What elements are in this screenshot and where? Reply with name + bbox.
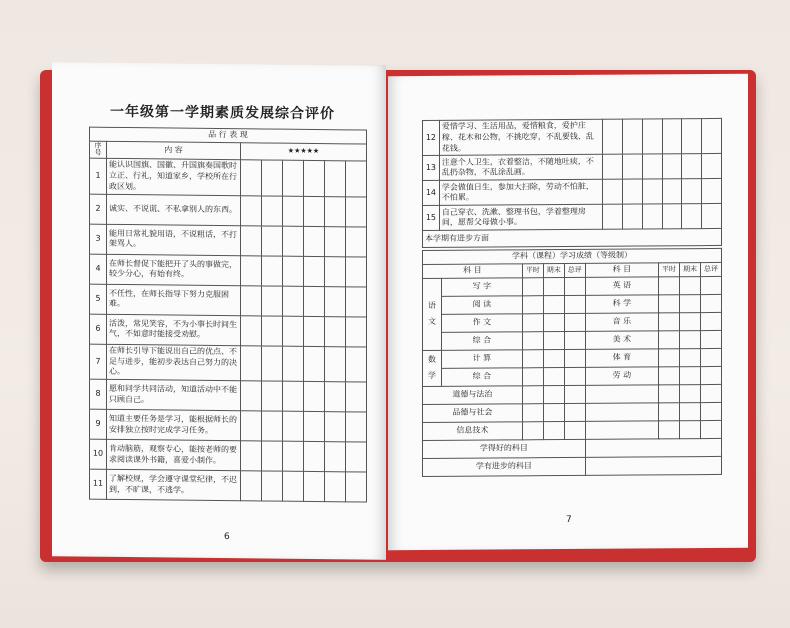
rating-cell	[325, 226, 346, 256]
rating-cell	[346, 382, 367, 412]
rating-cell	[346, 257, 367, 287]
col-zp-right: 总评	[701, 262, 722, 276]
conduct-row	[423, 204, 722, 231]
grade-cell	[543, 277, 564, 295]
row-text: 肯动脑筋，观察专心，能按老师的要求阅读课外书籍，喜爱小制作。	[107, 440, 241, 471]
subject-row	[423, 420, 722, 440]
best-subject-label: 学得好的科目	[423, 439, 586, 458]
subject-row	[423, 312, 722, 332]
row-text: 爱惜学习、生活用品，爱惜粮食，爱护庄稼、花木和公物，不挑吃穿，不乱要钱、乱花钱。	[439, 119, 602, 156]
left-page	[52, 62, 386, 559]
row-number: 15	[423, 206, 440, 231]
right-page	[388, 74, 748, 551]
page-number: 6	[224, 532, 230, 543]
rating-cell	[346, 347, 367, 383]
grade-cell	[701, 348, 722, 366]
rating-cell	[304, 442, 325, 472]
grade-cell	[701, 330, 722, 348]
grade-cell	[659, 384, 680, 402]
rating-cell	[682, 119, 702, 155]
rating-cell	[603, 119, 623, 155]
rating-cell	[304, 256, 325, 286]
subject-name-blank	[585, 384, 658, 403]
rating-cell	[283, 226, 304, 256]
rating-cell	[346, 161, 367, 197]
rating-cell	[283, 286, 304, 316]
grade-cell	[522, 403, 543, 421]
rating-cell	[241, 226, 262, 256]
improved-subject-cell	[585, 456, 721, 475]
rating-cell	[325, 412, 346, 442]
rating-cell	[642, 204, 662, 229]
rating-cell	[262, 226, 283, 256]
row-text: 能认识国旗、国徽、升国旗奏国歌时立正、行礼，知道家乡，学校所在行政区划。	[107, 159, 241, 196]
grade-cell	[543, 313, 564, 331]
subject-row	[423, 330, 722, 350]
conduct-row	[90, 194, 367, 227]
subject-name: 音 乐	[585, 312, 658, 331]
rating-cell	[346, 442, 367, 472]
rating-cell	[241, 316, 262, 346]
row-number: 12	[423, 120, 440, 156]
conduct-row	[90, 159, 367, 197]
grade-cell	[680, 312, 701, 330]
grade-cell	[522, 367, 543, 385]
row-text: 在师长引导下能说出自己的优点、不足与进步，能初步表达自己努力的决心。	[107, 344, 241, 381]
subject-title: 学科（课程）学习成绩（等级制）	[423, 248, 722, 264]
rating-cell	[283, 346, 304, 382]
grade-cell	[701, 312, 722, 330]
conduct-row	[90, 254, 367, 287]
subject-name: 综 合	[442, 331, 523, 350]
row-text: 在师长督促下能把开了头的事做完，较少分心，有始有终。	[107, 254, 241, 285]
rating-cell	[702, 179, 722, 204]
rating-cell	[346, 317, 367, 347]
row-text: 知道主要任务是学习，能根据师长的安排独立按时完成学习任务。	[107, 410, 241, 441]
grade-cell	[701, 402, 722, 420]
rating-cell	[702, 118, 722, 154]
grade-cell	[522, 313, 543, 331]
grade-cell	[522, 385, 543, 403]
subject-row	[423, 276, 722, 296]
subject-name: 体 育	[585, 348, 658, 367]
rating-cell	[262, 381, 283, 411]
grade-cell	[659, 402, 680, 420]
rating-cell	[304, 382, 325, 412]
row-number: 1	[90, 159, 107, 195]
grade-cell	[543, 349, 564, 367]
conduct-row	[423, 154, 722, 181]
row-text: 愿和同学共同活动，知道活动中不能只顾自己。	[107, 380, 241, 411]
rating-cell	[283, 411, 304, 441]
row-number: 4	[90, 254, 107, 284]
conduct-row	[90, 284, 367, 317]
conduct-row	[90, 314, 367, 347]
rating-cell	[262, 256, 283, 286]
rating-cell	[623, 154, 643, 179]
group-shuxue: 数学	[423, 350, 442, 386]
subject-row	[423, 384, 722, 404]
grade-cell	[680, 294, 701, 312]
conduct-row	[423, 118, 722, 155]
row-number: 6	[90, 314, 107, 344]
col-qm-right: 期末	[680, 262, 701, 276]
section-header: 品 行 表 现	[90, 127, 367, 144]
rating-cell	[325, 196, 346, 226]
row-number: 9	[90, 409, 107, 439]
grade-cell	[522, 277, 543, 295]
row-number: 2	[90, 194, 107, 224]
subject-name: 英 语	[585, 276, 658, 295]
row-text: 自己穿衣、洗漱、整理书包，学着整理房间，愿帮父母做小事。	[439, 205, 602, 231]
rating-cell	[346, 472, 367, 502]
rating-cell	[241, 160, 262, 196]
rating-cell	[241, 411, 262, 441]
grade-cell	[564, 367, 585, 385]
rating-cell	[283, 381, 304, 411]
rating-cell	[304, 196, 325, 226]
subject-name: 信息技术	[423, 421, 523, 440]
rating-cell	[623, 179, 643, 204]
conduct-row	[90, 224, 367, 257]
grade-cell	[680, 384, 701, 402]
rating-cell	[241, 196, 262, 226]
row-text: 诚实、不说谎、不私拿别人的东西。	[107, 194, 241, 225]
star-header: ★★★★★	[241, 143, 367, 162]
rating-cell	[702, 154, 722, 179]
grade-cell	[543, 295, 564, 313]
col-zp-left: 总评	[564, 263, 585, 277]
conduct-table-continued	[422, 118, 722, 248]
subject-name: 综 合	[442, 367, 523, 386]
grade-cell	[659, 420, 680, 438]
grade-cell	[701, 420, 722, 438]
conduct-row	[90, 344, 367, 382]
subject-name: 作 文	[442, 313, 523, 332]
conduct-row	[90, 439, 367, 472]
rating-cell	[262, 441, 283, 471]
best-subject-cell	[585, 438, 721, 457]
rating-cell	[682, 179, 702, 204]
rating-cell	[682, 154, 702, 179]
grade-cell	[701, 276, 722, 294]
rating-cell	[702, 204, 722, 229]
subject-name: 品德与社会	[423, 403, 523, 422]
subject-name: 写 字	[442, 277, 523, 296]
grade-cell	[659, 294, 680, 312]
rating-cell	[662, 154, 682, 179]
rating-cell	[325, 256, 346, 286]
grade-cell	[659, 348, 680, 366]
rating-cell	[325, 316, 346, 346]
row-number: 11	[90, 469, 107, 499]
rating-cell	[304, 346, 325, 382]
subject-name: 劳 动	[585, 366, 658, 385]
row-text: 学会做值日生，参加大扫除，劳动不怕脏，不怕累。	[439, 180, 602, 206]
conduct-row	[90, 469, 367, 502]
rating-cell	[346, 412, 367, 442]
subject-row	[423, 366, 722, 386]
grade-cell	[543, 331, 564, 349]
page-title: 一年级第一学期素质发展综合评价	[110, 103, 335, 123]
rating-cell	[304, 286, 325, 316]
grade-cell	[680, 366, 701, 384]
conduct-table	[89, 127, 367, 503]
rating-cell	[325, 161, 346, 197]
grade-cell	[680, 330, 701, 348]
col-num: 序号	[90, 141, 107, 159]
row-number: 14	[423, 181, 440, 206]
progress-row	[423, 229, 722, 248]
rating-cell	[325, 346, 346, 382]
row-number: 7	[90, 344, 107, 380]
row-number: 8	[90, 379, 107, 409]
rating-cell	[662, 204, 682, 229]
grade-cell	[522, 349, 543, 367]
rating-cell	[682, 204, 702, 229]
rating-cell	[662, 119, 682, 155]
subject-name: 道德与法治	[423, 385, 523, 404]
rating-cell	[346, 197, 367, 227]
conduct-row	[423, 179, 722, 206]
rating-cell	[262, 196, 283, 226]
rating-cell	[283, 161, 304, 197]
grade-cell	[564, 295, 585, 313]
rating-cell	[262, 471, 283, 501]
subject-row	[423, 294, 722, 314]
col-qm-left: 期末	[543, 263, 564, 277]
grade-cell	[659, 330, 680, 348]
col-ps-right: 平时	[659, 263, 680, 277]
col-content: 内 容	[107, 141, 241, 160]
rating-cell	[623, 204, 643, 229]
group-yuwen: 语文	[423, 278, 442, 350]
rating-cell	[304, 316, 325, 346]
rating-cell	[603, 155, 623, 180]
rating-cell	[262, 411, 283, 441]
grade-cell	[543, 403, 564, 421]
page-number: 7	[566, 514, 572, 526]
grade-cell	[701, 294, 722, 312]
grade-cell	[564, 277, 585, 295]
row-text: 了解校规，学会遵守课堂纪律，不迟到，不旷课，不逃学。	[107, 470, 241, 501]
subject-name: 美 术	[585, 330, 658, 349]
rating-cell	[283, 316, 304, 346]
grade-cell	[701, 366, 722, 384]
subject-table	[422, 248, 722, 477]
progress-label: 本学期有进步方面	[425, 233, 489, 243]
rating-cell	[262, 316, 283, 346]
col-subject-left: 科 目	[423, 264, 523, 278]
grade-cell	[701, 384, 722, 402]
improved-subject-label: 学有进步的科目	[423, 457, 586, 476]
rating-cell	[662, 179, 682, 204]
rating-cell	[304, 472, 325, 502]
rating-cell	[304, 161, 325, 197]
subject-row	[423, 402, 722, 422]
grade-cell	[659, 312, 680, 330]
grade-cell	[659, 276, 680, 294]
grade-cell	[522, 331, 543, 349]
rating-cell	[325, 286, 346, 316]
rating-cell	[283, 196, 304, 226]
grade-cell	[543, 421, 564, 439]
grade-cell	[564, 403, 585, 421]
grade-cell	[564, 313, 585, 331]
conduct-row	[90, 409, 367, 442]
rating-cell	[346, 287, 367, 317]
row-text: 不任性，在师长指导下努力克服困难。	[107, 284, 241, 315]
rating-cell	[283, 471, 304, 501]
rating-cell	[241, 381, 262, 411]
conduct-row	[90, 379, 367, 412]
rating-cell	[304, 412, 325, 442]
rating-cell	[241, 346, 262, 382]
grade-cell	[659, 366, 680, 384]
rating-cell	[346, 227, 367, 257]
rating-cell	[283, 256, 304, 286]
subject-name: 阅 读	[442, 295, 523, 314]
subject-row	[423, 348, 722, 368]
subject-name: 计 算	[442, 349, 523, 368]
rating-cell	[283, 441, 304, 471]
col-subject-right: 科 目	[585, 263, 658, 277]
row-text: 能用日常礼貌用语，不说粗话，不打架骂人。	[107, 224, 241, 255]
rating-cell	[262, 346, 283, 382]
grade-cell	[564, 385, 585, 403]
rating-cell	[642, 179, 662, 204]
rating-cell	[603, 205, 623, 230]
grade-cell	[680, 402, 701, 420]
rating-cell	[623, 119, 643, 155]
row-number: 3	[90, 224, 107, 254]
row-number: 13	[423, 156, 440, 181]
rating-cell	[262, 286, 283, 316]
rating-cell	[325, 442, 346, 472]
row-number: 5	[90, 284, 107, 314]
grade-cell	[680, 348, 701, 366]
grade-cell	[522, 295, 543, 313]
grade-cell	[564, 349, 585, 367]
rating-cell	[262, 160, 283, 196]
subject-name-blank	[585, 420, 658, 439]
row-text: 注意个人卫生，衣着整洁，不随地吐痰，不乱扔杂物，不乱涂乱画。	[439, 155, 602, 181]
grade-cell	[522, 421, 543, 439]
rating-cell	[241, 441, 262, 471]
grade-cell	[564, 331, 585, 349]
subject-name: 科 学	[585, 294, 658, 313]
grade-cell	[680, 420, 701, 438]
rating-cell	[325, 382, 346, 412]
rating-cell	[642, 119, 662, 155]
rating-cell	[603, 180, 623, 205]
grade-cell	[680, 276, 701, 294]
rating-cell	[241, 256, 262, 286]
rating-cell	[304, 226, 325, 256]
rating-cell	[241, 286, 262, 316]
rating-cell	[325, 472, 346, 502]
row-number: 10	[90, 439, 107, 469]
row-text: 活泼，常见笑容，不为小事长时间生气，不如意时能接受劝慰。	[107, 314, 241, 345]
grade-cell	[543, 385, 564, 403]
subject-name-blank	[585, 402, 658, 421]
grade-cell	[543, 367, 564, 385]
grade-cell	[564, 421, 585, 439]
rating-cell	[241, 471, 262, 501]
rating-cell	[642, 154, 662, 179]
col-ps-left: 平时	[522, 263, 543, 277]
